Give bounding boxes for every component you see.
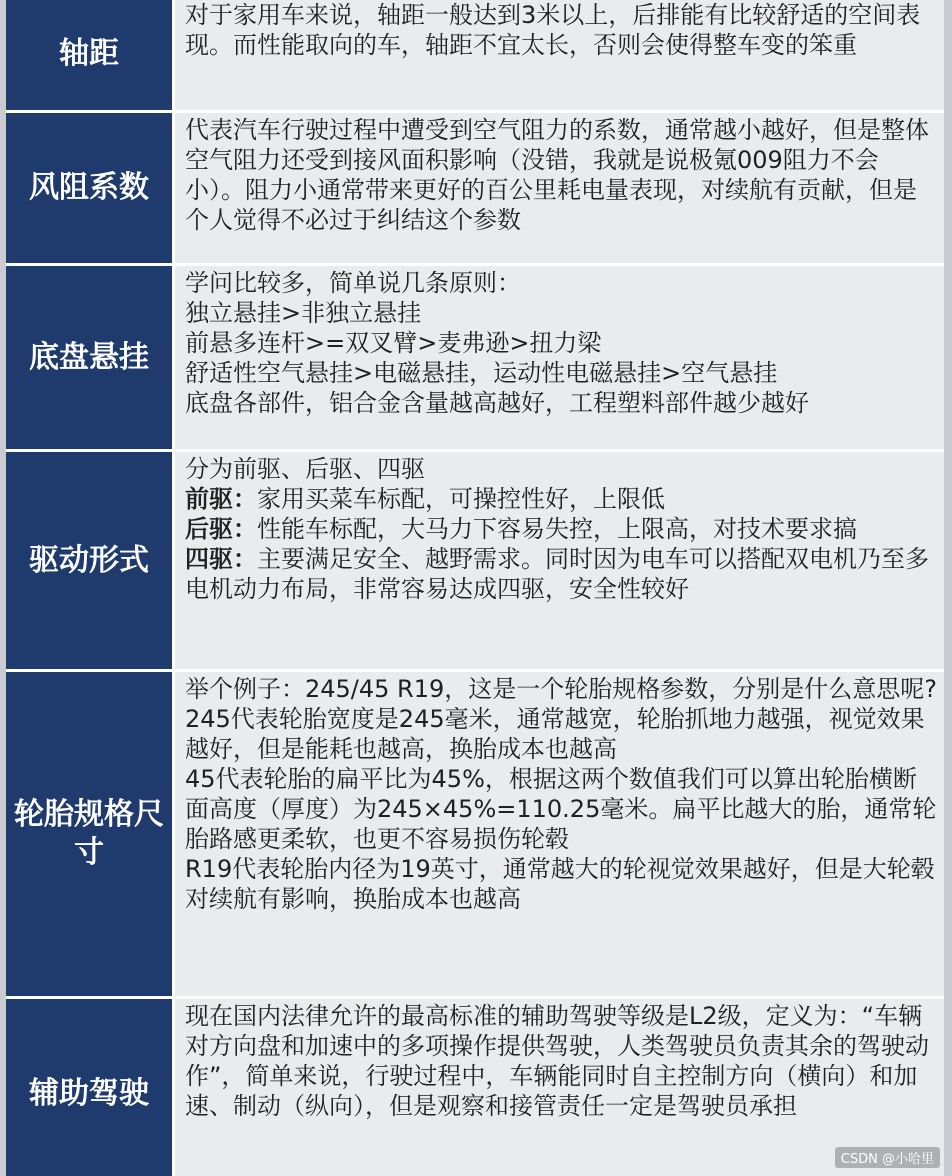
content-line: 代表汽车行驶过程中遭受到空气阻力的系数，通常越小越好，但是整体空气阻力还受到接风面积影响（没错，我就是说极氪009阻力不会小）。阻力小通常带来更好的百公里耗电量表现，对续航有贡献，但是个人觉得不必过于纠结这个参数 [185, 116, 929, 234]
content-line: R19代表轮胎内径为19英寸，通常越大的轮视觉效果越好，但是大轮毂对续航有影响，换胎成本也越高 [185, 855, 935, 913]
row-header: 轮胎规格尺寸 [6, 672, 175, 996]
watermark-label: CSDN @小哈里 [835, 1147, 940, 1168]
spec-table [6, 0, 944, 1176]
table-row [6, 999, 944, 1176]
row-content [175, 999, 944, 1176]
row-content [175, 452, 944, 669]
row-content [175, 113, 944, 263]
content-line: 245代表轮胎宽度是245毫米，通常越宽，轮胎抓地力越强，视觉效果越好，但是能耗也越高，换胎成本也越高 [185, 705, 925, 763]
row-content [175, 266, 944, 449]
item-label: 四驱： [185, 545, 257, 573]
content-line: 前悬多连杆>=双叉臂>麦弗逊>扭力梁 [185, 329, 602, 357]
content-line: 底盘各部件，铝合金含量越高越好，工程塑料部件越少越好 [185, 389, 809, 417]
row-content [175, 672, 944, 996]
row-header: 风阻系数 [6, 113, 175, 263]
content-line: 舒适性空气悬挂>电磁悬挂，运动性电磁悬挂>空气悬挂 [185, 359, 778, 387]
content-line [185, 484, 938, 514]
item-text: 主要满足安全、越野需求。同时因为电车可以搭配双电机乃至多电机动力布局，非常容易达成四驱，安全性较好 [185, 545, 929, 603]
content-line: 分为前驱、后驱、四驱 [185, 455, 425, 483]
row-header: 辅助驾驶 [6, 999, 175, 1176]
table-row [6, 266, 944, 452]
item-label: 前驱： [185, 485, 257, 513]
content-line: 独立悬挂>非独立悬挂 [185, 299, 422, 327]
row-header: 驱动形式 [6, 452, 175, 669]
table-row [6, 113, 944, 266]
table-row [6, 672, 944, 999]
table-row [6, 452, 944, 672]
content-line: 现在国内法律允许的最高标准的辅助驾驶等级是L2级，定义为：“车辆对方向盘和加速中的多项操作提供驾驶，人类驾驶员负责其余的驾驶动作”，简单来说，行驶过程中，车辆能同时自主控制方向（横向）和加速、制动（纵向），但是观察和接管责任一定是驾驶员承担 [185, 1002, 929, 1120]
row-header: 轴距 [6, 0, 175, 110]
content-line: 对于家用车来说，轴距一般达到3米以上，后排能有比较舒适的空间表现。而性能取向的车，轴距不宜太长，否则会使得整车变的笨重 [185, 1, 921, 59]
content-line [185, 544, 938, 604]
content-line: 举个例子：245/45 R19，这是一个轮胎规格参数，分别是什么意思呢? [185, 675, 938, 703]
content-line: 学问比较多，简单说几条原则： [185, 269, 521, 297]
item-text: 性能车标配，大马力下容易失控，上限高，对技术要求搞 [257, 515, 857, 543]
row-content [175, 0, 944, 110]
item-label: 后驱： [185, 515, 257, 543]
table-row [6, 0, 944, 113]
row-header: 底盘悬挂 [6, 266, 175, 449]
item-text: 家用买菜车标配，可操控性好，上限低 [257, 485, 665, 513]
content-line: 45代表轮胎的扁平比为45%，根据这两个数值我们可以算出轮胎横断面高度（厚度）为245×45%=110.25毫米。扁平比越大的胎，通常轮胎路感更柔软，也更不容易损伤轮毂 [185, 765, 937, 853]
content-line [185, 514, 938, 544]
